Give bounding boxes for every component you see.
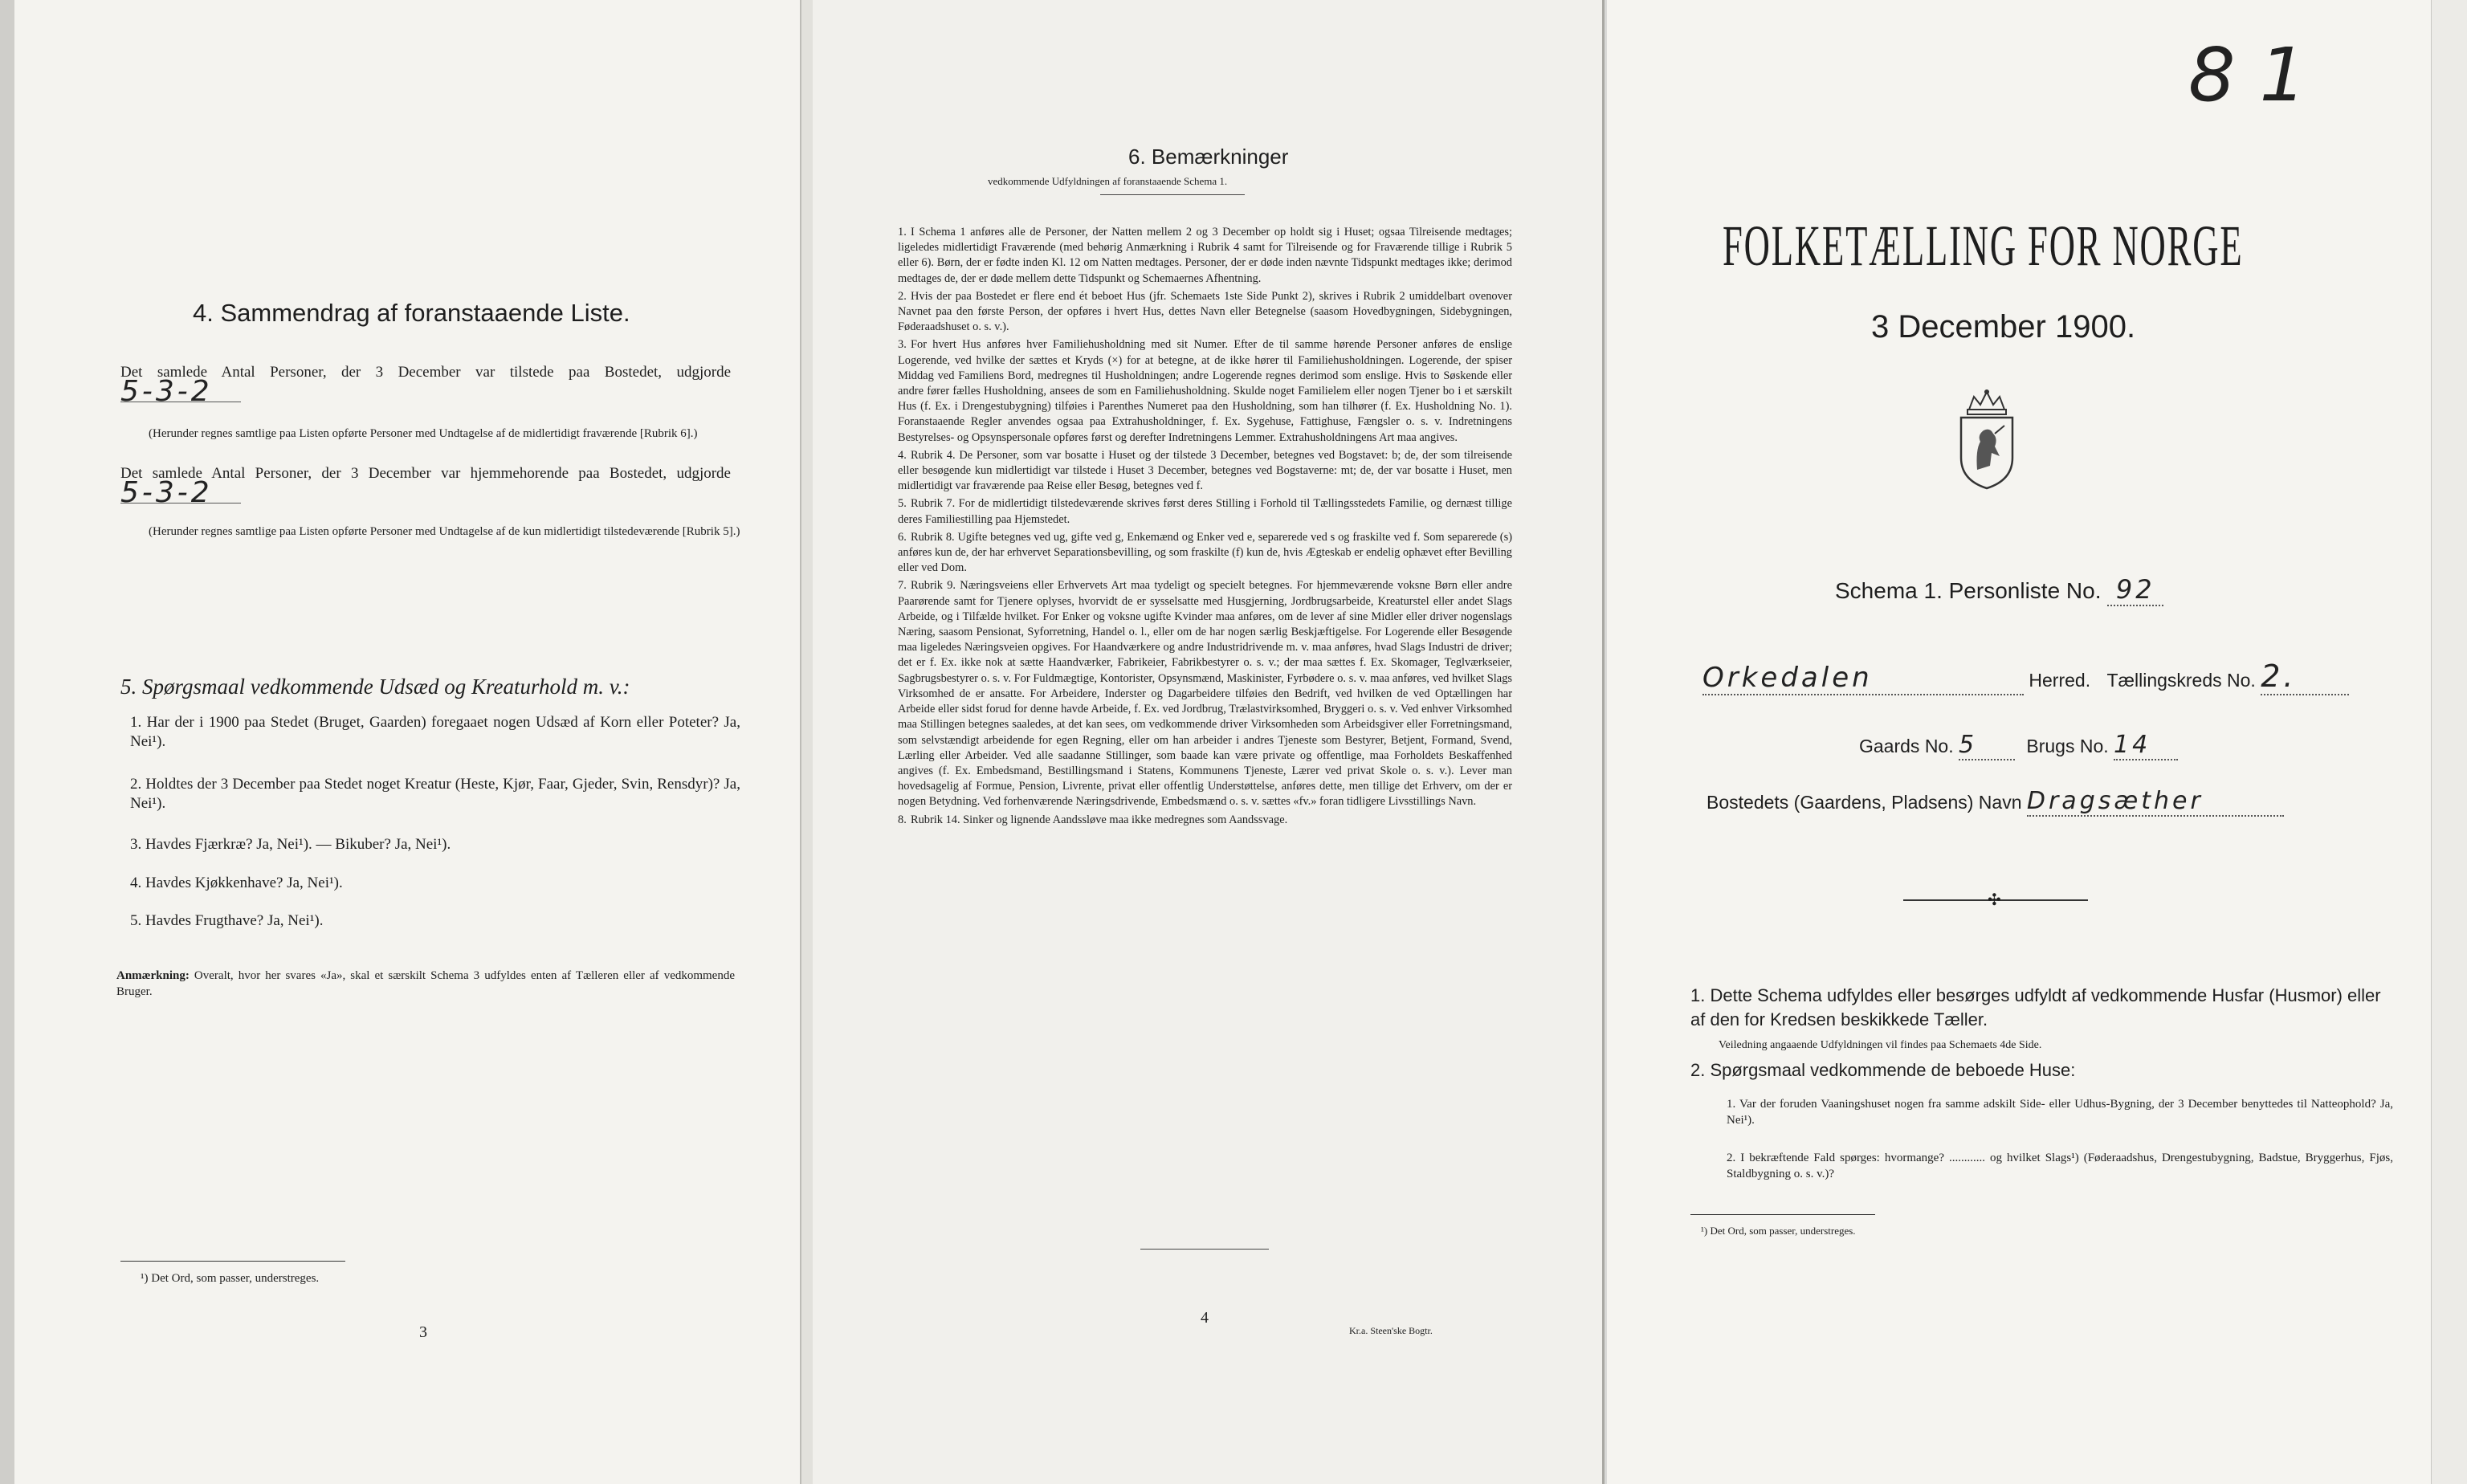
- coat-of-arms-icon: [1953, 385, 2020, 494]
- remark-item: [898, 289, 1512, 336]
- footnote-rule: [1690, 1214, 1875, 1215]
- footnote: ¹) Det Ord, som passer, understreges.: [1701, 1225, 1856, 1237]
- remark-text: Rubrik 9. Næringsveiens eller Erhvervets Art maa tydeligt og specielt betegnes. For hjemmeværende voksne Børn eller andre Paarørende samt for Tjenere oplyses, hvorvidt de er sysselsatte med Husgjerning, Jordbrugsarbeide, Kreaturstel eller andet Slags Arbeide, og i Tilfælde hvilket. For Enker og voksne ugifte Kvinder maa anføres, om de lever af sine Midler eller driver nogenslags Næring, saasom Pensionat, Syforretning, Handel o. l., eller om de har nogen særlig Beskjæftigelse. For Logerende eller Besøgende maa ligeledes Næringsveien opgives. For Haandværkere og andre Industridrivende m. v. maa anføres, hvad Slags Industri de driver; det er f. Ex. ikke nok at sætte Haandværker, Fabrikeier, Fabrikbestyrer o. s. v.; der maa sættes f. Ex. Skomager, Teglværkseier, Sagbrugsbestyrer o. s. v. For Fuldmægtige, Kontorister, Opsynsmænd, Maskinister, Fyrbødere o. s. v. maa anføres, ved hvilket Slags Virksomhed de er ansatte. For Arbeidere, Inderster og Dagarbeidere tilføies den Bedrift, ved hvilken de ved Optællingen har Arbeide eller sidst forud for denne havde Arbeide, f. Ex. ved Jordbrug, Trælastvirksomhed, Bryggeri o. s. v. Ved enhver Virksomhed maa Stillingen betegnes saaledes, at det kan sees, om vedkommende driver Virksomheden som Arbeidsgiver eller Forretningsmand, som selvstændigt arbeidende for egen Regning, eller om han arbeider i andres Tjeneste som Bestyrer, Betjent, Formand, Svend, Lærling eller Arbeider. Ved alle saadanne Stillinger, som baade kan være private og offentlige, maa Forholdets Beskaffenhed angives (f. Ex. Embedsmand, Bestillingsmand i Statens, Kommunens Tjeneste, Lærer ved privat Skole o. s. v.). Lever man hovedsagelig af Formue, Pension, Livrente, privat eller offentlig Understøttelse, anføres dette, men tillige det Erhverv, om der er nogen Betydning. Ved forhenværende Næringsdrivende, Embedsmænd o. s. v. sættes «fv.» foran tidligere Livsstillings Navn.: [898, 579, 1512, 809]
- instruction-2-q2: 2. I bekræftende Fald spørges: hvormange? ............ og hvilket Slags¹) (Føderaadshus, Drengestubygning, Badstue, Bryggerhus, Fjøs, Staldbygning o. s. v.)?: [1727, 1152, 2393, 1180]
- remark-number: 3.: [898, 338, 907, 352]
- summary-item-2-note: (Herunder regnes samtlige paa Listen opførte Personer med Undtagelse af de kun midlertidigt tilstedeværende [Rubrik 5].): [149, 525, 740, 538]
- remark-item: [898, 337, 1512, 445]
- kreds-value: 2.: [2261, 658, 2349, 695]
- remark-number: 8.: [898, 813, 907, 826]
- remarks-subtitle: vedkommende Udfyldningen af foranstaaende Schema 1.: [988, 175, 1228, 187]
- question-4: 4. Havdes Kjøkkenhave? Ja, Nei¹).: [130, 874, 343, 891]
- remark-item: [898, 225, 1512, 287]
- remark-text: Rubrik 14. Sinker og lignende Aandssløve maa ikke medregnes som Aandssvage.: [911, 813, 1288, 826]
- instruction-2: 2. Spørgsmaal vedkommende de beboede Huse:: [1690, 1060, 2076, 1080]
- bosted-value: Dragsæther: [2027, 787, 2284, 817]
- schema-line: Schema 1. Personliste No. 92: [1835, 574, 2163, 606]
- question-3: 3. Havdes Fjærkræ? Ja, Nei¹). — Bikuber? Ja, Nei¹).: [130, 836, 451, 853]
- page-number: 3: [419, 1323, 427, 1341]
- footnote-rule: [120, 1261, 345, 1262]
- remark-item: [898, 813, 1512, 828]
- remarks-list: [898, 225, 1512, 830]
- remark-item: [898, 496, 1512, 527]
- title-rule: [1100, 194, 1245, 195]
- end-rule: [1140, 1249, 1269, 1250]
- instruction-1: 1. Dette Schema udfyldes eller besørges udfyldt af vedkommende Husfar (Husmor) eller af den for Kredsen beskikkede Tæller.: [1690, 985, 2381, 1029]
- remark-number: 2.: [898, 289, 907, 303]
- personliste-number: 92: [2107, 574, 2163, 606]
- instruction-2-q1: 1. Var der foruden Vaaningshuset nogen fra samme adskilt Side- eller Udhus-Bygning, der 3 December benyttedes til Natteophold? Ja, Nei¹).: [1727, 1098, 2393, 1127]
- summary-item-1: Det samlede Antal Personer, der 3 December var tilstede paa Bostedet, udgjorde 5-3-2: [120, 364, 731, 408]
- footnote: ¹) Det Ord, som passer, understreges.: [141, 1272, 320, 1285]
- remark-item: [898, 578, 1512, 809]
- census-date: 3 December 1900.: [1871, 309, 2136, 344]
- summary-item-2: Det samlede Antal Personer, der 3 December var hjemmehorende paa Bostedet, udgjorde 5-3-2: [120, 465, 731, 509]
- remark-number: 6.: [898, 530, 907, 544]
- document-title: FOLKETÆLLING FOR NORGE: [1723, 214, 2244, 278]
- summary-item-2-value: 5-3-2: [120, 483, 241, 503]
- question-2: 2. Holdtes der 3 December paa Stedet noget Kreatur (Heste, Kjør, Faar, Gjeder, Svin, Rensdyr)? Ja, Nei¹).: [130, 776, 740, 812]
- page-edge: [801, 0, 813, 1484]
- page-3: [0, 0, 801, 1484]
- remark-text: Rubrik 4. De Personer, som var bosatte i Huset og der tilstede 3 December, betegnes ved Bogstavet: b; de, der som tilreisende eller besøgende kun midlertidigt var tilstede i Huset 3 December, betegnes ved Bogstaverne: mt; de, der var bosatte i Huset, men midlertidigt var fraværende paa Reise eller Besøg, betegnes ved f.: [898, 448, 1512, 493]
- herred-line: Orkedalen Herred. Tællingskreds No. 2.: [1702, 658, 2349, 695]
- summary-item-1-note: (Herunder regnes samtlige paa Listen opførte Personer med Undtagelse af de midlertidigt fraværende [Rubrik 6].): [149, 427, 698, 440]
- question-5: 5. Havdes Frugthave? Ja, Nei¹).: [130, 912, 324, 929]
- remarks-title: 6. Bemærkninger: [1128, 145, 1289, 169]
- page-number: 4: [1201, 1309, 1209, 1327]
- printer-credit: Kr.a. Steen'ske Bogtr.: [1349, 1325, 1433, 1336]
- page-edge: [2431, 0, 2467, 1484]
- remark-text: Rubrik 7. For de midlertidigt tilstedeværende skrives først deres Stilling i Forhold til Tællingsstedets Familie, og dernæst tillige deres Familiestilling paa Hjemstedet.: [898, 497, 1512, 526]
- divider-ornament-icon: ✣: [1988, 891, 2001, 909]
- gaards-line: Gaards No. 5 Brugs No. 14: [1859, 731, 2178, 760]
- remark-item: [898, 448, 1512, 495]
- question-1: 1. Har der i 1900 paa Stedet (Bruget, Gaarden) foregaaet nogen Udsæd af Korn eller Poteter? Ja, Nei¹).: [130, 714, 740, 750]
- gaards-value: 5: [1959, 731, 2015, 760]
- annotation: Anmærkning: Overalt, hvor her svares «Ja», skal et særskilt Schema 3 udfyldes enten af Tælleren eller af vedkommende Bruger.: [116, 969, 736, 998]
- section-4-heading: 4. Sammendrag af foranstaaende Liste.: [193, 299, 630, 327]
- remark-text: Hvis der paa Bostedet er flere end ét beboet Hus (jfr. Schemaets 1ste Side Punkt 2), skrives i Rubrik 2 umiddelbart ovenover Navnet paa den første Person, der opføres i hvert Hus, dettes Navn eller Betegnelse (saasom Hovedbygningen, Sidebygningen, Føderaadshuset o. s. v.).: [898, 289, 1512, 334]
- remark-number: 1.: [898, 226, 907, 238]
- instruction-1-note: Veiledning angaaende Udfyldningen vil findes paa Schemaets 4de Side.: [1719, 1039, 2042, 1051]
- page-edge: [0, 0, 14, 1484]
- remark-number: 5.: [898, 497, 907, 511]
- archive-number: 81: [2188, 32, 2331, 118]
- remark-number: 7.: [898, 579, 907, 593]
- remark-number: 4.: [898, 448, 907, 462]
- remark-text: For hvert Hus anføres hver Familiehusholdning med sit Numer. Efter de til samme hørende Personer anføres de enslige Logerende, ved hvilke der sættes et Kryds (×) for at betegne, at de ikke hører til Familiehusholdningen. Logerende, der spiser Middag ved Familiens Bord, medregnes til Husholdningen; andre Logerende regnes derimod som enslige. Hvis to Søskende eller andre fører fælles Husholdning, ansees de som en Familiehusholdning. Skulde noget Familielem eller nogen Tjener bo i et særskilt Hus (f. Ex. i Drengestubygning) tilføies i Parenthes Numeret paa den Husholdning, som han tilhører (f. Ex. Husholdning No. 1). Foranstaaende Regler anvendes ogsaa paa Extrahusholdninger, f. Ex. Sygehuse, Fattighuse, Fængsler o. s. v. Indretningens Bestyrelses- og Opsynspersonale opføres først og derefter Indretningens Lemmer. Extrahusholdningens Art maa angives.: [898, 338, 1512, 444]
- section-5-heading: 5. Spørgsmaal vedkommende Udsæd og Kreaturhold m. v.:: [120, 675, 630, 699]
- remark-item: [898, 530, 1512, 577]
- summary-item-1-value: 5-3-2: [120, 382, 241, 402]
- herred-value: Orkedalen: [1702, 662, 2024, 695]
- remark-text: I Schema 1 anføres alle de Personer, der Natten mellem 2 og 3 December op holdt sig i Huset; ogsaa Tilreisende medtages; ligeledes midlertidigt Fraværende (med behørig Anmærkning i Rubrik 4 samt for Tilreisende og for Fraværende tillige i Rubrik 5 eller 6). Børn, der er fødte inden Kl. 12 om Natten medtages. Personer, der er døde inden nævnte Tidspunkt medtages ikke; derimod medtages de, der er døde mellem dette Tidspunkt og Schemaernes Afhentning.: [898, 226, 1512, 285]
- remark-text: Rubrik 8. Ugifte betegnes ved ug, gifte ved g, Enkemænd og Enker ved e, separerede ved s og fraskilte ved f. Som separerede (s) anføres kun de, der har erhvervet Separationsbevilling, og som fraskilte (f) kun de, hvis Ægteskab er endelig ophævet efter Bevilling eller ved Dom.: [898, 530, 1512, 575]
- bosted-line: Bostedets (Gaardens, Pladsens) Navn Dragsæther: [1707, 787, 2284, 817]
- brugs-value: 14: [2114, 731, 2178, 760]
